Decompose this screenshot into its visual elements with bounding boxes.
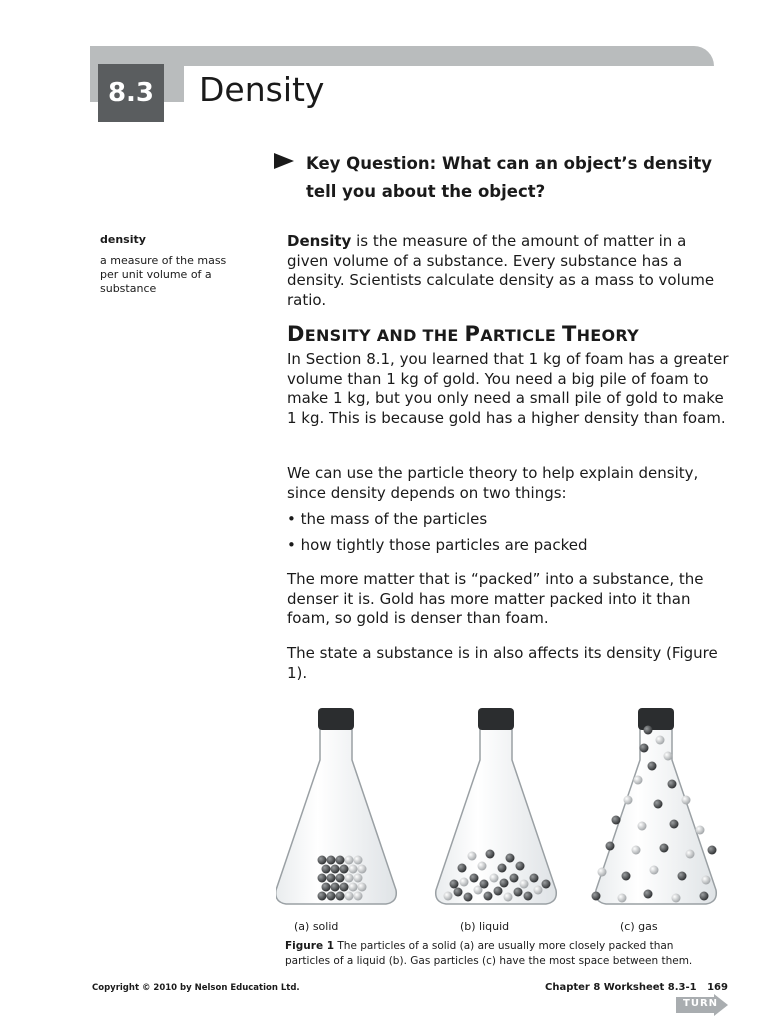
particle-gas: [672, 894, 681, 903]
particle-solid: [340, 883, 349, 892]
particle-liquid: [534, 886, 543, 895]
particle-liquid: [510, 874, 519, 883]
page-title: Density: [199, 70, 325, 109]
particle-gas: [686, 850, 695, 859]
particle-solid: [345, 874, 354, 883]
particle-liquid: [470, 874, 479, 883]
particle-liquid: [504, 893, 513, 902]
particle-liquid: [478, 862, 487, 871]
particle-solid: [345, 856, 354, 865]
glossary-term: density: [100, 233, 146, 246]
figure-flasks: [276, 700, 736, 915]
particle-gas: [632, 846, 641, 855]
intro-term: Density: [287, 232, 352, 250]
particle-solid: [354, 856, 363, 865]
particle-gas: [648, 762, 657, 771]
particle-solid: [327, 892, 336, 901]
particle-gas: [644, 726, 653, 735]
section-heading: [287, 322, 639, 346]
particle-solid: [358, 883, 367, 892]
paragraph-3: The more matter that is “packed” into a substance, the denser it is. Gold has more matter packed into it than foam, so gold is denser than foam.: [287, 570, 704, 627]
particle-solid: [336, 856, 345, 865]
particle-gas: [622, 872, 631, 881]
particle-liquid: [516, 862, 525, 871]
particle-gas: [708, 846, 717, 855]
particle-gas: [678, 872, 687, 881]
glossary-definition: a measure of the mass per unit volume of a substance: [100, 254, 227, 295]
particle-liquid: [530, 874, 539, 883]
particle-gas: [634, 776, 643, 785]
particle-gas: [618, 894, 627, 903]
particle-solid: [318, 874, 327, 883]
paragraph-2: We can use the particle theory to help explain density, since density depends on two things:: [287, 464, 699, 502]
particle-gas: [664, 752, 673, 761]
particle-solid: [354, 874, 363, 883]
particle-liquid: [450, 880, 459, 889]
heading-part-3: HEORY: [576, 326, 640, 345]
page-number: 169: [707, 982, 728, 993]
intro-paragraph: [287, 232, 732, 310]
particle-solid: [340, 865, 349, 874]
particle-gas: [700, 892, 709, 901]
particle-liquid: [490, 874, 499, 883]
arrow-icon: [274, 153, 294, 169]
particle-solid: [349, 865, 358, 874]
label-solid: (a) solid: [294, 920, 339, 933]
heading-cap-t: T: [561, 322, 577, 346]
particle-liquid: [458, 864, 467, 873]
particle-gas: [644, 890, 653, 899]
figure-caption: [285, 939, 715, 969]
particle-gas: [702, 876, 711, 885]
key-question: Key Question: What can an object’s density tell you about the object?: [306, 154, 713, 201]
particle-solid: [349, 883, 358, 892]
bullet-1: • the mass of the particles: [287, 510, 488, 528]
heading-cap-d: D: [287, 322, 305, 346]
particle-liquid: [486, 850, 495, 859]
particle-liquid: [494, 887, 503, 896]
particle-gas: [638, 822, 647, 831]
label-liquid: (b) liquid: [460, 920, 510, 933]
particle-solid: [331, 865, 340, 874]
particle-gas: [654, 800, 663, 809]
particle-solid: [336, 874, 345, 883]
heading-cap-p: P: [464, 322, 481, 346]
label-gas: (c) gas: [620, 920, 658, 933]
bullet-2: • how tightly those particles are packed: [287, 536, 588, 554]
particle-liquid: [500, 879, 509, 888]
particle-liquid: [506, 854, 515, 863]
particle-liquid: [520, 880, 529, 889]
particle-gas: [660, 844, 669, 853]
particle-gas: [696, 826, 705, 835]
particle-solid: [322, 865, 331, 874]
particle-liquid: [514, 888, 523, 897]
worksheet-label: Chapter 8 Worksheet 8.3-1: [545, 982, 697, 993]
paragraph-4: The state a substance is in also affects its density (Figure 1).: [287, 644, 718, 682]
particle-solid: [345, 892, 354, 901]
particle-liquid: [524, 892, 533, 901]
particle-liquid: [480, 880, 489, 889]
particle-gas: [682, 796, 691, 805]
section-number: 8.3: [98, 64, 164, 122]
particle-liquid: [542, 880, 551, 889]
turn-label[interactable]: TURN: [683, 998, 719, 1009]
particle-gas: [624, 796, 633, 805]
particle-liquid: [464, 893, 473, 902]
particle-solid: [318, 856, 327, 865]
copyright: Copyright © 2010 by Nelson Education Ltd.: [92, 983, 300, 993]
particle-gas: [656, 736, 665, 745]
particle-gas: [650, 866, 659, 875]
particle-liquid: [460, 878, 469, 887]
heading-part-1: ENSITY AND THE: [304, 326, 465, 345]
paragraph-1: In Section 8.1, you learned that 1 kg of foam has a greater volume than 1 kg of gold. You need a big pile of foam to make 1 kg, but you only need a small pile of gold to make 1 kg. This is because gold has a higher density than foam.: [287, 350, 729, 427]
particle-liquid: [444, 892, 453, 901]
particle-gas: [640, 744, 649, 753]
particle-gas: [668, 780, 677, 789]
particle-solid: [331, 883, 340, 892]
particle-liquid: [498, 864, 507, 873]
particle-gas: [592, 892, 601, 901]
footer-worksheet: [545, 982, 728, 993]
particle-gas: [670, 820, 679, 829]
particle-solid: [327, 874, 336, 883]
particle-solid: [354, 892, 363, 901]
particle-solid: [336, 892, 345, 901]
particle-liquid: [454, 888, 463, 897]
particle-solid: [318, 892, 327, 901]
heading-part-2: ARTICLE: [480, 326, 562, 345]
particle-liquid: [468, 852, 477, 861]
particle-solid: [327, 856, 336, 865]
particle-solid: [358, 865, 367, 874]
intro-text: is the measure of the amount of matter in a given volume of a substance. Every substance has a density. Scientists calculate density as a mass to volume ratio.: [287, 232, 715, 309]
particle-liquid: [484, 892, 493, 901]
particle-solid: [322, 883, 331, 892]
figure-caption-lead: Figure 1: [285, 940, 335, 952]
particle-gas: [612, 816, 621, 825]
flask-solid: [276, 708, 396, 904]
figure-caption-text: The particles of a solid (a) are usually more closely packed than particles of a liquid (b). Gas particles (c) have the most space between them.: [285, 940, 693, 967]
particle-gas: [598, 868, 607, 877]
particle-gas: [606, 842, 615, 851]
